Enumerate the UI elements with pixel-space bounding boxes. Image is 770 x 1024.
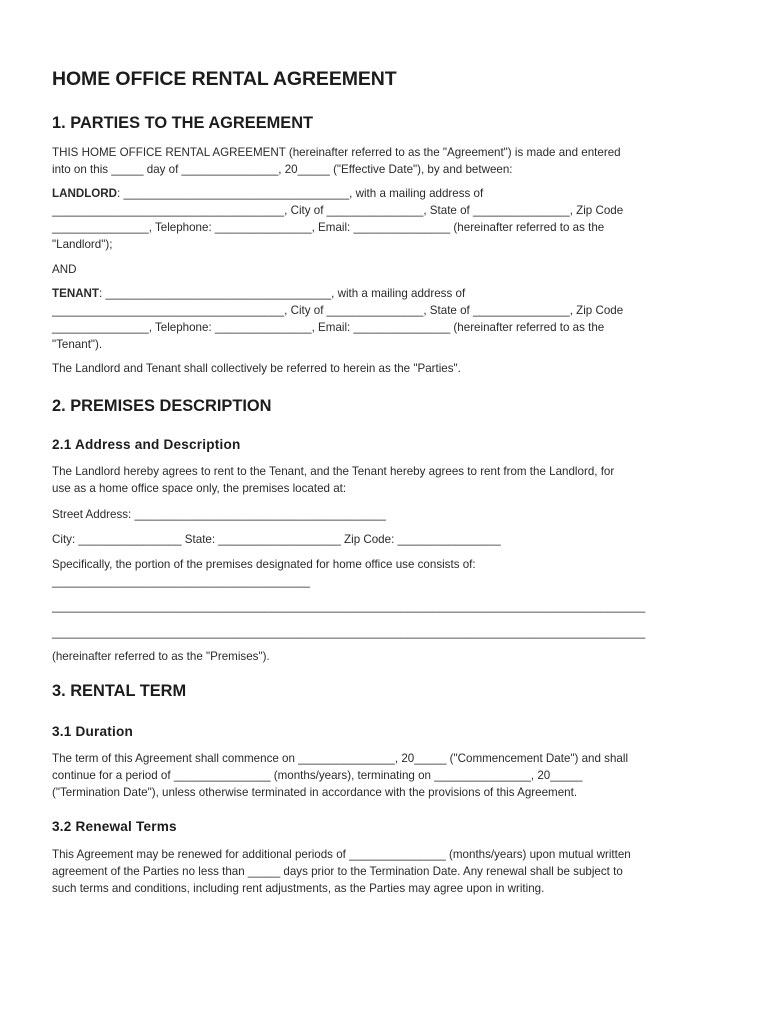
tenant-line-4: "Tenant").: [52, 338, 103, 351]
section-3-heading: 3. RENTAL TERM: [52, 682, 187, 700]
renewal-line-2: agreement of the Parties no less than _____ days prior to the Termination Date. Any renewal shall be subject to: [52, 865, 623, 878]
landlord-line-3: _______________, Telephone: _______________, Email: _______________ (hereinafter referred to as the: [52, 221, 605, 234]
intro-line-2: into on this _____ day of _______________, 20_____ ("Effective Date"), by and between:: [52, 163, 513, 176]
landlord-label: LANDLORD: [52, 187, 118, 200]
premises-desc-line-1: The Landlord hereby agrees to rent to the Tenant, and the Tenant hereby agrees to rent from the Landlord, for: [52, 465, 615, 478]
portion-line-2: ________________________________________: [52, 575, 310, 588]
renewal-line-1: This Agreement may be renewed for additional periods of _______________ (months/years) upon mutual written: [52, 848, 631, 861]
tenant-label: TENANT: [52, 287, 100, 300]
renewal-line-3: such terms and conditions, including rent adjustments, as the Parties may agree upon in writing.: [52, 882, 545, 895]
subsection-3-1-heading: 3.1 Duration: [52, 724, 133, 739]
tenant-line-1-rest: : ___________________________________, with a mailing address of: [99, 287, 466, 300]
duration-line-2: continue for a period of _______________ (months/years), terminating on _______________, 20_____: [52, 769, 583, 782]
landlord-line-1-rest: : ___________________________________, with a mailing address of: [117, 187, 484, 200]
duration-line-1: The term of this Agreement shall commence on _______________, 20_____ ("Commencement Date") and shall: [52, 752, 629, 765]
premises-note: (hereinafter referred to as the "Premises").: [52, 650, 270, 663]
tenant-line-1: [52, 285, 465, 302]
landlord-line-4: "Landlord");: [52, 238, 113, 251]
section-1-heading: 1. PARTIES TO THE AGREEMENT: [52, 114, 314, 132]
tenant-line-3: _______________, Telephone: _______________, Email: _______________ (hereinafter referred to as the: [52, 321, 605, 334]
and-text: AND: [52, 263, 77, 276]
landlord-line-2: ____________________________________, City of _______________, State of _______________, Zip Code: [52, 204, 624, 217]
duration-line-3: ("Termination Date"), unless otherwise terminated in accordance with the provisions of this Agreement.: [52, 786, 578, 799]
intro-line-1: THIS HOME OFFICE RENTAL AGREEMENT (hereinafter referred to as the "Agreement") is made and entered: [52, 146, 621, 159]
section-2-heading: 2. PREMISES DESCRIPTION: [52, 397, 272, 415]
parties-collective-text: The Landlord and Tenant shall collectively be referred to herein as the "Parties".: [52, 362, 461, 375]
blank-line-2: ____________________________________________________________________________________________: [52, 626, 646, 639]
document-title: HOME OFFICE RENTAL AGREEMENT: [52, 68, 397, 90]
blank-line-1: ____________________________________________________________________________________________: [52, 600, 646, 613]
subsection-2-1-heading: 2.1 Address and Description: [52, 437, 241, 452]
street-address-line: Street Address: _______________________________________: [52, 508, 386, 521]
landlord-line-1: [52, 185, 483, 202]
portion-line-1: Specifically, the portion of the premises designated for home office use consists of:: [52, 558, 476, 571]
premises-desc-line-2: use as a home office space only, the premises located at:: [52, 482, 347, 495]
tenant-line-2: ____________________________________, City of _______________, State of _______________, Zip Code: [52, 304, 624, 317]
city-state-zip-line: City: ________________ State: ___________________ Zip Code: ________________: [52, 533, 501, 546]
subsection-3-2-heading: 3.2 Renewal Terms: [52, 819, 177, 834]
